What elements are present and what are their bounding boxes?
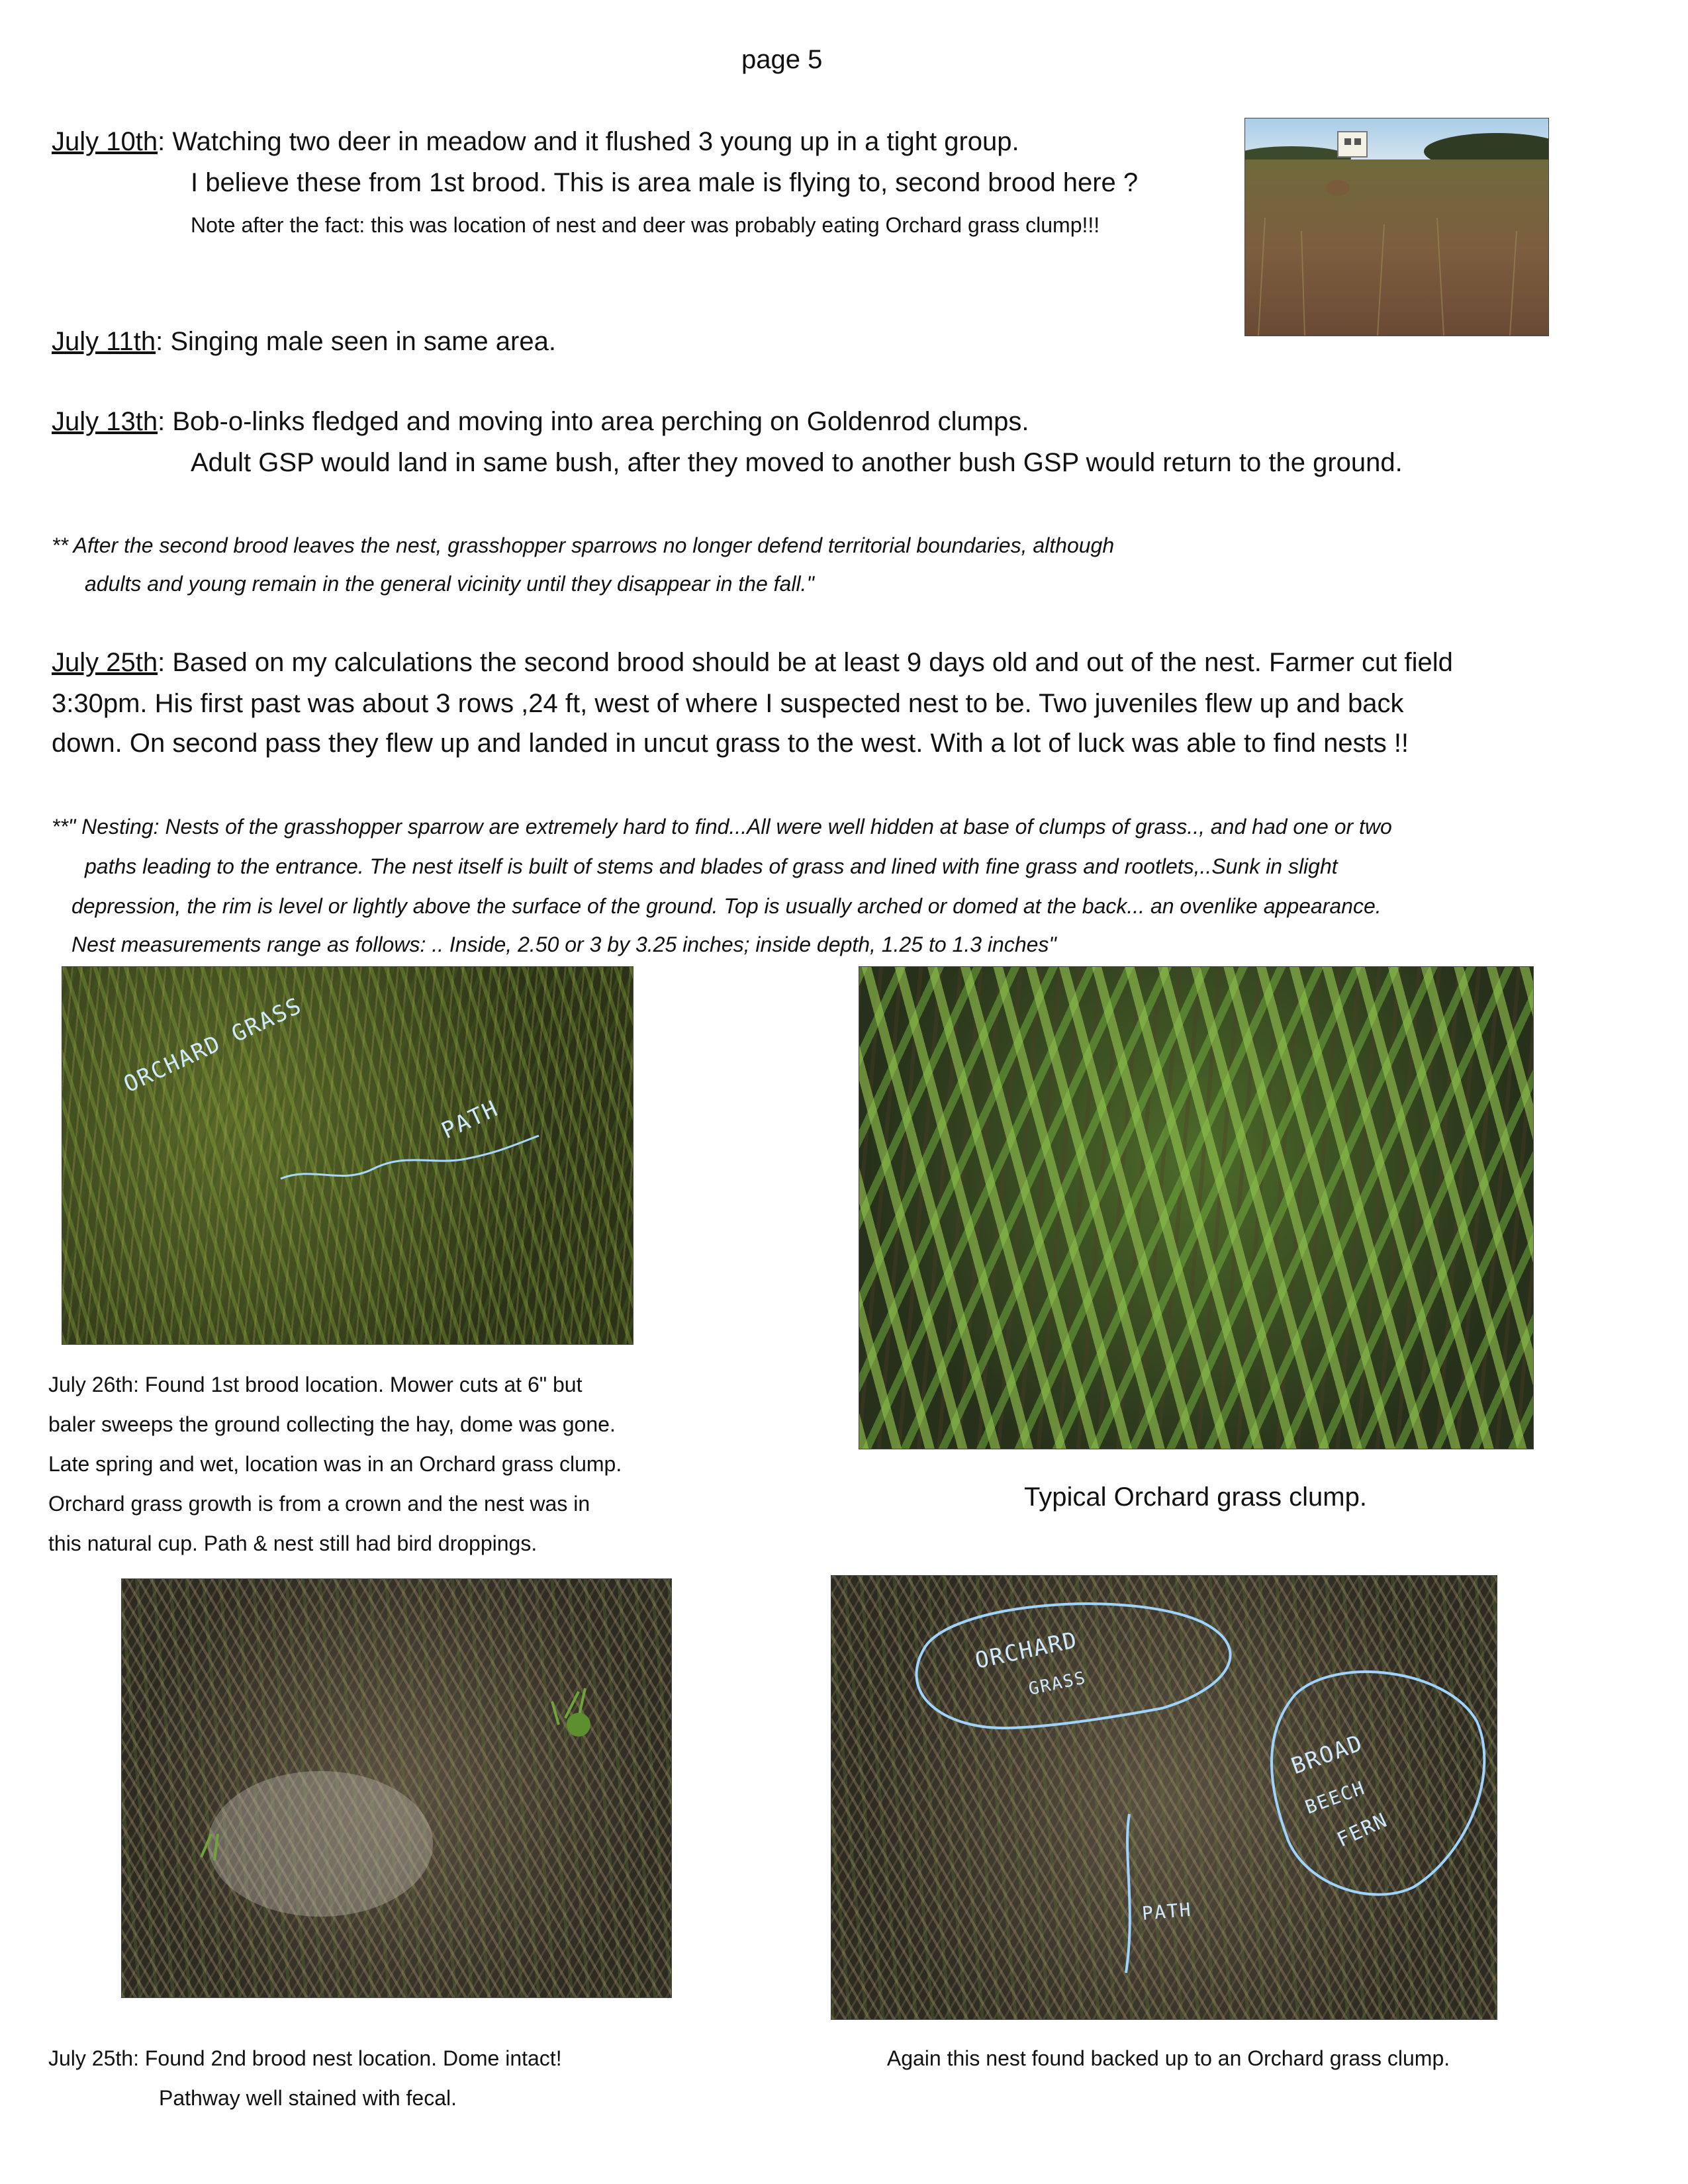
entry-july-10-line2: I believe these from 1st brood. This is area male is flying to, second brood here ? bbox=[191, 168, 1139, 197]
entry-july-10-note: Note after the fact: this was location of nest and deer was probably eating Orchard grass clump!!! bbox=[191, 213, 1100, 237]
caption-second-brood-line1: July 25th: Found 2nd brood nest location. Dome intact! bbox=[48, 2046, 562, 2070]
annotation-broad: BROAD bbox=[1288, 1729, 1367, 1780]
annotation-beech: BEECH bbox=[1302, 1776, 1369, 1819]
caption-line: July 26th: Found 1st brood location. Mower cuts at 6" but bbox=[48, 1373, 583, 1396]
caption-typical-clump: Typical Orchard grass clump. bbox=[1024, 1482, 1367, 1512]
annotation-path: PATH bbox=[437, 1095, 503, 1145]
quote-nesting-line1: **" Nesting: Nests of the grasshopper sparrow are extremely hard to find...All were well hidden at base of clumps of grass.., and had one or two bbox=[52, 815, 1392, 839]
entry-july-10 bbox=[52, 121, 1243, 162]
entry-july-11 bbox=[52, 321, 1177, 362]
quote-territory-line1: ** After the second brood leaves the nest, grasshopper sparrows no longer defend territorial boundaries, although bbox=[52, 533, 1115, 557]
entry-date: July 13th bbox=[52, 407, 158, 436]
second-brood-photo bbox=[121, 1578, 672, 1998]
quote-territory-line2: adults and young remain in the general vicinity until they disappear in the fall." bbox=[85, 572, 814, 596]
deer-meadow-photo bbox=[1244, 118, 1549, 336]
caption-line: this natural cup. Path & nest still had bird droppings. bbox=[48, 1531, 538, 1555]
first-brood-photo bbox=[62, 966, 633, 1345]
typical-clump-photo bbox=[859, 966, 1534, 1449]
caption-second-brood-line2: Pathway well stained with fecal. bbox=[159, 2086, 457, 2110]
caption-line: Late spring and wet, location was in an Orchard grass clump. bbox=[48, 1452, 622, 1476]
entry-july-13-line2: Adult GSP would land in same bush, after they moved to another bush GSP would return to the ground. bbox=[191, 448, 1403, 477]
quote-nesting-line2: paths leading to the entrance. The nest itself is built of stems and blades of grass and lined with fine grass and rootlets,..Sunk in slight bbox=[85, 854, 1338, 878]
annotation-orchard-grass: ORCHARD GRASS bbox=[119, 992, 306, 1099]
entry-july-25-line3: down. On second pass they flew up and landed in uncut grass to the west. With a lot of luck was able to find nests !! bbox=[52, 729, 1409, 758]
entry-text: : Based on my calculations the second brood should be at least 9 days old and out of the nest. Farmer cut field bbox=[158, 648, 1453, 677]
annotation-fern: FERN bbox=[1333, 1808, 1392, 1852]
entry-july-13 bbox=[52, 401, 1574, 442]
caption-first-brood bbox=[48, 1365, 710, 1563]
second-brood-annotated-photo bbox=[831, 1575, 1497, 2020]
caption-line: baler sweeps the ground collecting the hay, dome was gone. bbox=[48, 1412, 616, 1436]
entry-date: July 11th bbox=[52, 327, 156, 356]
caption-again: Again this nest found backed up to an Orchard grass clump. bbox=[886, 2046, 1450, 2070]
annotation-grass: GRASS bbox=[1027, 1668, 1088, 1700]
annotation-path: PATH bbox=[1141, 1898, 1193, 1925]
annotation-orchard: ORCHARD bbox=[972, 1626, 1080, 1674]
caption-line: Orchard grass growth is from a crown and the nest was in bbox=[48, 1492, 590, 1516]
entry-date: July 10th bbox=[52, 127, 158, 156]
entry-july-25 bbox=[52, 642, 1640, 683]
page-number: page 5 bbox=[741, 45, 823, 74]
entry-date: July 25th bbox=[52, 648, 158, 677]
entry-text: : Singing male seen in same area. bbox=[156, 327, 556, 356]
quote-nesting-line4: Nest measurements range as follows: .. Inside, 2.50 or 3 by 3.25 inches; inside depth, 1.25 to 1.3 inches" bbox=[71, 933, 1056, 956]
entry-text: : Bob-o-links fledged and moving into area perching on Goldenrod clumps. bbox=[158, 407, 1029, 436]
entry-text: : Watching two deer in meadow and it flushed 3 young up in a tight group. bbox=[158, 127, 1019, 156]
quote-nesting-line3: depression, the rim is level or lightly above the surface of the ground. Top is usually arched or domed at the back... an ovenlike appearance. bbox=[71, 894, 1382, 918]
entry-july-25-line2: 3:30pm. His first past was about 3 rows ,24 ft, west of where I suspected nest to be. Two juveniles flew up and back bbox=[52, 689, 1404, 718]
